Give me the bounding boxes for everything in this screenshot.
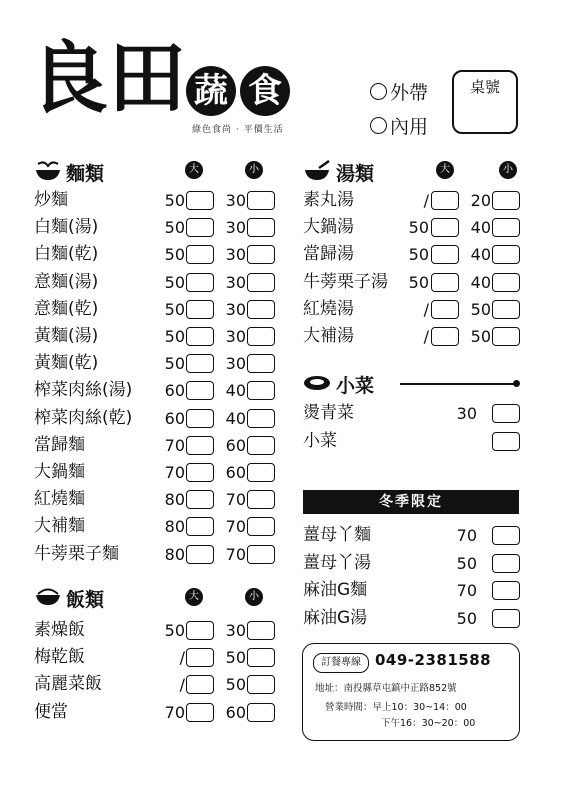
- quantity-box-large[interactable]: [186, 490, 214, 509]
- menu-item-name: 意麵(乾): [34, 298, 99, 319]
- price-small: 50: [225, 675, 246, 695]
- quantity-box-large[interactable]: [186, 409, 214, 428]
- side-title-rule-dot: [513, 380, 520, 387]
- price-small: 30: [225, 245, 246, 265]
- phone-label: 訂餐專線: [313, 653, 369, 673]
- menu-item-row: [34, 541, 274, 568]
- quantity-box-large[interactable]: [431, 245, 459, 264]
- menu-item-row: [303, 214, 523, 241]
- price-large: /: [423, 327, 429, 346]
- noodles-title: 麵類: [66, 163, 105, 185]
- menu-item-name: 薑母丫麵: [303, 525, 371, 545]
- quantity-box-large[interactable]: [186, 675, 214, 694]
- menu-item-row: [34, 432, 274, 459]
- quantity-box-small[interactable]: [247, 675, 275, 694]
- quantity-box-small[interactable]: [247, 463, 275, 482]
- price-large: /: [423, 299, 429, 319]
- order-takeout[interactable]: [370, 78, 428, 105]
- menu-item-name: 燙青菜: [303, 403, 354, 423]
- phone-number: 049-2381588: [375, 651, 492, 669]
- hours-afternoon: 下午16：30~20：00: [381, 718, 476, 729]
- quantity-box-small[interactable]: [492, 245, 520, 264]
- shop-address: 地址：南投縣草屯鎮中正路852號: [315, 683, 457, 694]
- menu-item-row: [34, 296, 274, 323]
- menu-item-row: [34, 350, 274, 377]
- slogan: 綠色食尚 · 平價生活: [192, 125, 284, 135]
- menu-item-price: 50: [456, 553, 477, 573]
- price-large: 50: [164, 218, 185, 238]
- price-small: 40: [225, 381, 246, 401]
- menu-item-name: 當歸麵: [34, 434, 85, 455]
- quantity-box-small[interactable]: [247, 409, 275, 428]
- menu-item-name: 大鍋麵: [34, 462, 85, 482]
- price-large: 80: [164, 490, 185, 510]
- logo-circle-shi: 食: [240, 66, 290, 116]
- quantity-box-small[interactable]: [247, 490, 275, 509]
- quantity-box-large[interactable]: [186, 648, 214, 667]
- menu-item-row: [34, 214, 274, 241]
- quantity-box-small[interactable]: [492, 191, 520, 210]
- quantity-box-large[interactable]: [431, 218, 459, 237]
- menu-item-row: [303, 187, 523, 214]
- quantity-box-small[interactable]: [247, 436, 275, 455]
- quantity-box-small[interactable]: [247, 354, 275, 373]
- quantity-box[interactable]: [492, 554, 520, 573]
- quantity-box-large[interactable]: [186, 327, 214, 346]
- quantity-box-large[interactable]: [186, 436, 214, 455]
- price-small: 60: [225, 463, 246, 482]
- table-number-label: 桌號: [469, 78, 500, 96]
- price-large: 80: [164, 544, 185, 564]
- price-small: 30: [225, 327, 246, 346]
- side-title: 小菜: [336, 375, 375, 397]
- price-small: 40: [225, 408, 246, 428]
- menu-item-price: 70: [456, 526, 477, 545]
- quantity-box-large[interactable]: [186, 463, 214, 482]
- order-dinein-label: 內用: [390, 116, 429, 138]
- price-large: 50: [408, 245, 429, 265]
- price-large: 70: [164, 435, 185, 455]
- quantity-box-small[interactable]: [247, 300, 275, 319]
- price-small: 50: [225, 648, 246, 668]
- menu-item-name: 紅燒湯: [303, 298, 354, 319]
- quantity-box-large[interactable]: [431, 327, 459, 346]
- menu-item-row: [303, 428, 523, 455]
- menu-item-row: [34, 269, 274, 296]
- price-small: 40: [470, 218, 491, 238]
- menu-item-name: 黃麵(湯): [34, 326, 99, 346]
- rice-title: 飯類: [66, 589, 105, 611]
- price-small: 30: [225, 218, 246, 238]
- price-large: 60: [164, 381, 185, 401]
- quantity-box-large[interactable]: [431, 273, 459, 292]
- menu-item-name: 大補湯: [303, 326, 354, 346]
- price-large: 80: [164, 517, 185, 537]
- quantity-box-large[interactable]: [186, 545, 214, 564]
- menu-item-name: 白麵(乾): [34, 244, 99, 265]
- price-large: 50: [408, 218, 429, 238]
- quantity-box-small[interactable]: [247, 517, 275, 536]
- side-dish-plate-icon: [303, 372, 331, 394]
- price-large: 50: [164, 191, 185, 210]
- menu-item-row: [303, 605, 523, 632]
- soup-title: 湯類: [336, 163, 375, 185]
- quantity-box-small[interactable]: [492, 218, 520, 237]
- quantity-box-large[interactable]: [431, 191, 459, 210]
- price-small: 60: [225, 702, 246, 722]
- price-large: 60: [164, 408, 185, 428]
- menu-item-row: [303, 241, 523, 268]
- menu-item-row: [34, 405, 274, 432]
- table-number-box[interactable]: [452, 70, 518, 134]
- size-large-badge: 大: [436, 161, 454, 179]
- menu-item-name: 牛蒡栗子湯: [303, 271, 388, 292]
- size-small-badge: 小: [245, 588, 263, 606]
- size-large-badge: 大: [185, 588, 203, 606]
- size-small-badge: 小: [245, 161, 263, 179]
- menu-item-name: 麻油G麵: [303, 580, 368, 600]
- menu-item-name: 便當: [34, 701, 68, 722]
- menu-item-name: 牛蒡栗子麵: [34, 543, 119, 564]
- order-dinein[interactable]: [370, 112, 428, 139]
- price-small: 30: [225, 621, 246, 640]
- price-small: 30: [225, 299, 246, 319]
- order-takeout-label: 外帶: [390, 82, 429, 104]
- quantity-box-small[interactable]: [247, 621, 275, 640]
- quantity-box-small[interactable]: [247, 327, 275, 346]
- menu-item-row: [34, 323, 274, 350]
- menu-item-name: 素丸湯: [303, 190, 354, 210]
- quantity-box-small[interactable]: [247, 245, 275, 264]
- price-small: 30: [225, 354, 246, 374]
- price-large: 50: [164, 245, 185, 265]
- price-small: 70: [225, 490, 246, 510]
- price-large: /: [179, 648, 185, 668]
- menu-item-name: 大鍋湯: [303, 217, 354, 238]
- menu-item-name: 薑母丫湯: [303, 552, 371, 573]
- price-small: 30: [225, 191, 246, 210]
- radio-circle-icon: [370, 83, 387, 100]
- quantity-box-large[interactable]: [186, 354, 214, 373]
- menu-item-name: 高麗菜飯: [34, 674, 102, 695]
- menu-item-row: [34, 699, 274, 726]
- quantity-box-small[interactable]: [247, 191, 275, 210]
- menu-item-name: 素燥飯: [34, 620, 85, 640]
- quantity-box-small[interactable]: [247, 648, 275, 667]
- menu-item-name: 小菜: [303, 431, 337, 451]
- menu-item-row: [303, 577, 523, 604]
- menu-item-name: 梅乾飯: [34, 647, 85, 668]
- shop-info-card: [302, 643, 520, 741]
- quantity-box-large[interactable]: [186, 703, 214, 722]
- quantity-box[interactable]: [492, 581, 520, 600]
- quantity-box[interactable]: [492, 609, 520, 628]
- price-small: 70: [225, 544, 246, 564]
- hours-morning: 營業時間：早上10：30~14：00: [325, 702, 467, 713]
- price-large: 70: [164, 702, 185, 722]
- quantity-box[interactable]: [492, 404, 520, 423]
- logo-char-tian: 田: [108, 33, 181, 124]
- quantity-box-large[interactable]: [186, 621, 214, 640]
- menu-item-row: [303, 550, 523, 577]
- price-large: /: [423, 191, 429, 210]
- quantity-box-large[interactable]: [186, 517, 214, 536]
- price-small: 40: [470, 245, 491, 265]
- quantity-box-small[interactable]: [247, 545, 275, 564]
- quantity-box-small[interactable]: [247, 218, 275, 237]
- menu-item-name: 白麵(湯): [34, 217, 99, 238]
- menu-item-name: 意麵(湯): [34, 271, 99, 292]
- price-small: 60: [225, 435, 246, 455]
- menu-item-row: [34, 377, 274, 404]
- price-small: 40: [470, 272, 491, 292]
- menu-item-price: 50: [456, 608, 477, 628]
- quantity-box-small[interactable]: [247, 703, 275, 722]
- quantity-box-small[interactable]: [247, 381, 275, 400]
- menu-item-name: 炒麵: [34, 190, 68, 210]
- menu-item-row: [34, 513, 274, 540]
- price-large: 50: [164, 327, 185, 346]
- menu-item-row: [34, 459, 274, 486]
- rice-bowl-icon: [34, 585, 62, 607]
- menu-item-row: [34, 486, 274, 513]
- price-small: 50: [470, 327, 491, 346]
- radio-circle-icon: [370, 117, 387, 134]
- price-small: 20: [470, 191, 491, 210]
- quantity-box-small[interactable]: [492, 273, 520, 292]
- menu-item-row: [303, 323, 523, 350]
- price-large: 50: [164, 299, 185, 319]
- menu-item-price: 70: [456, 581, 477, 600]
- logo-circle-shu: 蔬: [186, 66, 236, 116]
- quantity-box[interactable]: [492, 526, 520, 545]
- winter-banner: 冬季限定: [303, 490, 519, 514]
- quantity-box-large[interactable]: [186, 381, 214, 400]
- price-large: 50: [164, 272, 185, 292]
- quantity-box-large[interactable]: [431, 300, 459, 319]
- menu-item-row: [303, 400, 523, 427]
- menu-item-name: 當歸湯: [303, 244, 354, 265]
- menu-item-row: [303, 269, 523, 296]
- menu-item-name: 大補麵: [34, 516, 85, 537]
- menu-item-row: [34, 617, 274, 644]
- menu-item-name: 榨菜肉絲(湯): [34, 380, 133, 401]
- quantity-box-large[interactable]: [186, 245, 214, 264]
- size-large-badge: 大: [185, 161, 203, 179]
- price-large: 50: [408, 272, 429, 292]
- price-small: 50: [470, 299, 491, 319]
- menu-item-row: [34, 644, 274, 671]
- logo-char-liang: 良: [30, 33, 103, 124]
- menu-item-name: 麻油G湯: [303, 607, 368, 628]
- soup-bowl-icon: [303, 160, 331, 182]
- price-large: /: [179, 675, 185, 695]
- price-large: 50: [164, 621, 185, 640]
- quantity-box-large[interactable]: [186, 191, 214, 210]
- quantity-box-large[interactable]: [186, 273, 214, 292]
- quantity-box-small[interactable]: [492, 327, 520, 346]
- quantity-box-small[interactable]: [247, 273, 275, 292]
- price-large: 50: [164, 354, 185, 374]
- menu-item-name: 黃麵(乾): [34, 353, 99, 374]
- noodle-bowl-icon: [34, 160, 62, 182]
- size-small-badge: 小: [499, 161, 517, 179]
- side-title-rule: [400, 383, 514, 385]
- menu-item-row: [34, 671, 274, 698]
- quantity-box-small[interactable]: [492, 300, 520, 319]
- quantity-box-large[interactable]: [186, 218, 214, 237]
- price-large: 70: [164, 463, 185, 482]
- quantity-box-large[interactable]: [186, 300, 214, 319]
- menu-item-name: 榨菜肉絲(乾): [34, 407, 133, 428]
- menu-item-price: 30: [456, 404, 477, 423]
- price-small: 70: [225, 517, 246, 537]
- price-small: 30: [225, 272, 246, 292]
- menu-item-row: [34, 187, 274, 214]
- menu-item-row: [303, 522, 523, 549]
- menu-item-row: [34, 241, 274, 268]
- menu-item-name: 紅燒麵: [34, 489, 85, 510]
- quantity-box[interactable]: [492, 432, 520, 451]
- menu-item-row: [303, 296, 523, 323]
